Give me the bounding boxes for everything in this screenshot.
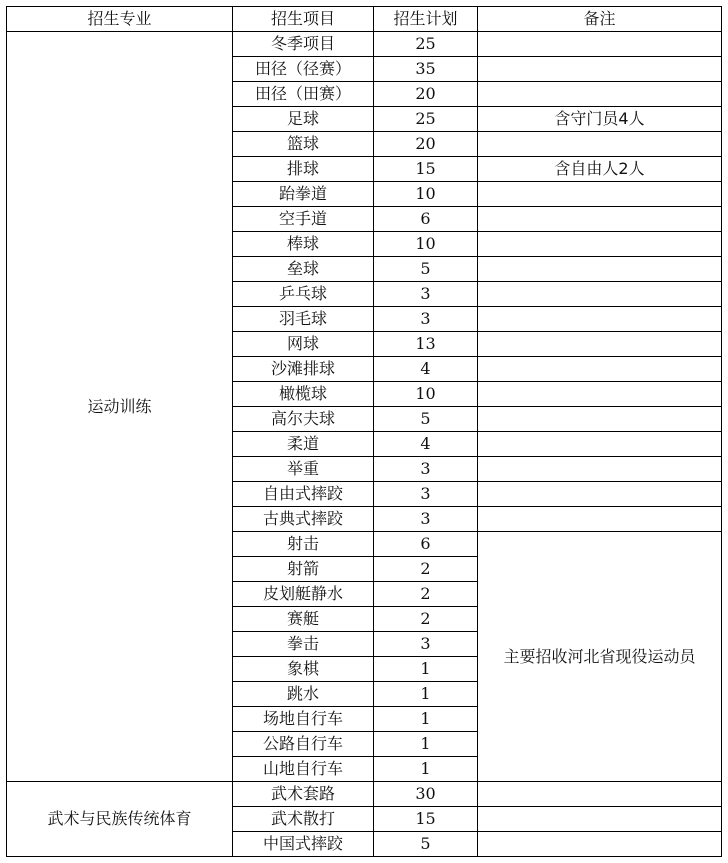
merged-note-cell: 主要招收河北省现役运动员 [478,532,722,782]
plan-cell: 6 [374,532,478,557]
plan-cell: 1 [374,682,478,707]
plan-cell: 3 [374,482,478,507]
plan-cell: 3 [374,632,478,657]
note-cell [478,32,722,57]
note-cell [478,457,722,482]
item-cell: 象棋 [233,657,374,682]
plan-cell: 10 [374,232,478,257]
header-row [7,7,722,32]
item-cell: 中国式摔跤 [233,832,374,857]
plan-cell: 3 [374,457,478,482]
plan-cell: 1 [374,732,478,757]
item-cell: 射击 [233,532,374,557]
plan-cell: 2 [374,607,478,632]
note-cell: 含守门员4人 [478,107,722,132]
table-row [7,32,722,57]
item-cell: 射箭 [233,557,374,582]
note-cell [478,282,722,307]
item-cell: 皮划艇静水 [233,582,374,607]
item-cell: 橄榄球 [233,382,374,407]
plan-cell: 10 [374,382,478,407]
item-cell: 乒乓球 [233,282,374,307]
plan-cell: 25 [374,32,478,57]
plan-cell: 4 [374,357,478,382]
item-cell: 空手道 [233,207,374,232]
table-row [7,782,722,807]
item-cell: 棒球 [233,232,374,257]
note-cell [478,432,722,457]
item-cell: 垒球 [233,257,374,282]
plan-cell: 1 [374,707,478,732]
note-cell [478,132,722,157]
item-cell: 拳击 [233,632,374,657]
note-cell [478,482,722,507]
note-cell: 含自由人2人 [478,157,722,182]
plan-cell: 5 [374,832,478,857]
note-cell [478,407,722,432]
note-cell [478,382,722,407]
plan-cell: 2 [374,582,478,607]
header-major: 招生专业 [7,7,233,32]
note-cell [478,807,722,832]
plan-cell: 15 [374,807,478,832]
plan-cell: 10 [374,182,478,207]
note-cell [478,182,722,207]
plan-cell: 25 [374,107,478,132]
item-cell: 排球 [233,157,374,182]
note-cell [478,207,722,232]
plan-cell: 1 [374,757,478,782]
item-cell: 田径（田赛） [233,82,374,107]
header-item: 招生项目 [233,7,374,32]
plan-cell: 13 [374,332,478,357]
plan-cell: 15 [374,157,478,182]
item-cell: 场地自行车 [233,707,374,732]
plan-cell: 4 [374,432,478,457]
header-plan: 招生计划 [374,7,478,32]
item-cell: 冬季项目 [233,32,374,57]
item-cell: 古典式摔跤 [233,507,374,532]
plan-cell: 1 [374,657,478,682]
item-cell: 篮球 [233,132,374,157]
plan-cell: 20 [374,82,478,107]
note-cell [478,332,722,357]
plan-cell: 5 [374,407,478,432]
item-cell: 足球 [233,107,374,132]
item-cell: 自由式摔跤 [233,482,374,507]
note-cell [478,82,722,107]
note-cell [478,507,722,532]
item-cell: 跆拳道 [233,182,374,207]
item-cell: 高尔夫球 [233,407,374,432]
item-cell: 沙滩排球 [233,357,374,382]
item-cell: 公路自行车 [233,732,374,757]
plan-cell: 6 [374,207,478,232]
item-cell: 赛艇 [233,607,374,632]
plan-cell: 5 [374,257,478,282]
plan-cell: 20 [374,132,478,157]
plan-cell: 3 [374,282,478,307]
major-cell: 运动训练 [7,32,233,782]
item-cell: 柔道 [233,432,374,457]
note-cell [478,257,722,282]
note-cell [478,832,722,857]
plan-cell: 3 [374,307,478,332]
note-cell [478,357,722,382]
plan-cell: 2 [374,557,478,582]
note-cell [478,232,722,257]
plan-cell: 30 [374,782,478,807]
note-cell [478,57,722,82]
plan-cell: 3 [374,507,478,532]
item-cell: 武术散打 [233,807,374,832]
item-cell: 跳水 [233,682,374,707]
item-cell: 山地自行车 [233,757,374,782]
item-cell: 武术套路 [233,782,374,807]
header-note: 备注 [478,7,722,32]
item-cell: 举重 [233,457,374,482]
item-cell: 网球 [233,332,374,357]
plan-cell: 35 [374,57,478,82]
note-cell [478,782,722,807]
note-cell [478,307,722,332]
enrollment-plan-table [6,6,722,857]
item-cell: 田径（径赛） [233,57,374,82]
item-cell: 羽毛球 [233,307,374,332]
major-cell: 武术与民族传统体育 [7,782,233,857]
